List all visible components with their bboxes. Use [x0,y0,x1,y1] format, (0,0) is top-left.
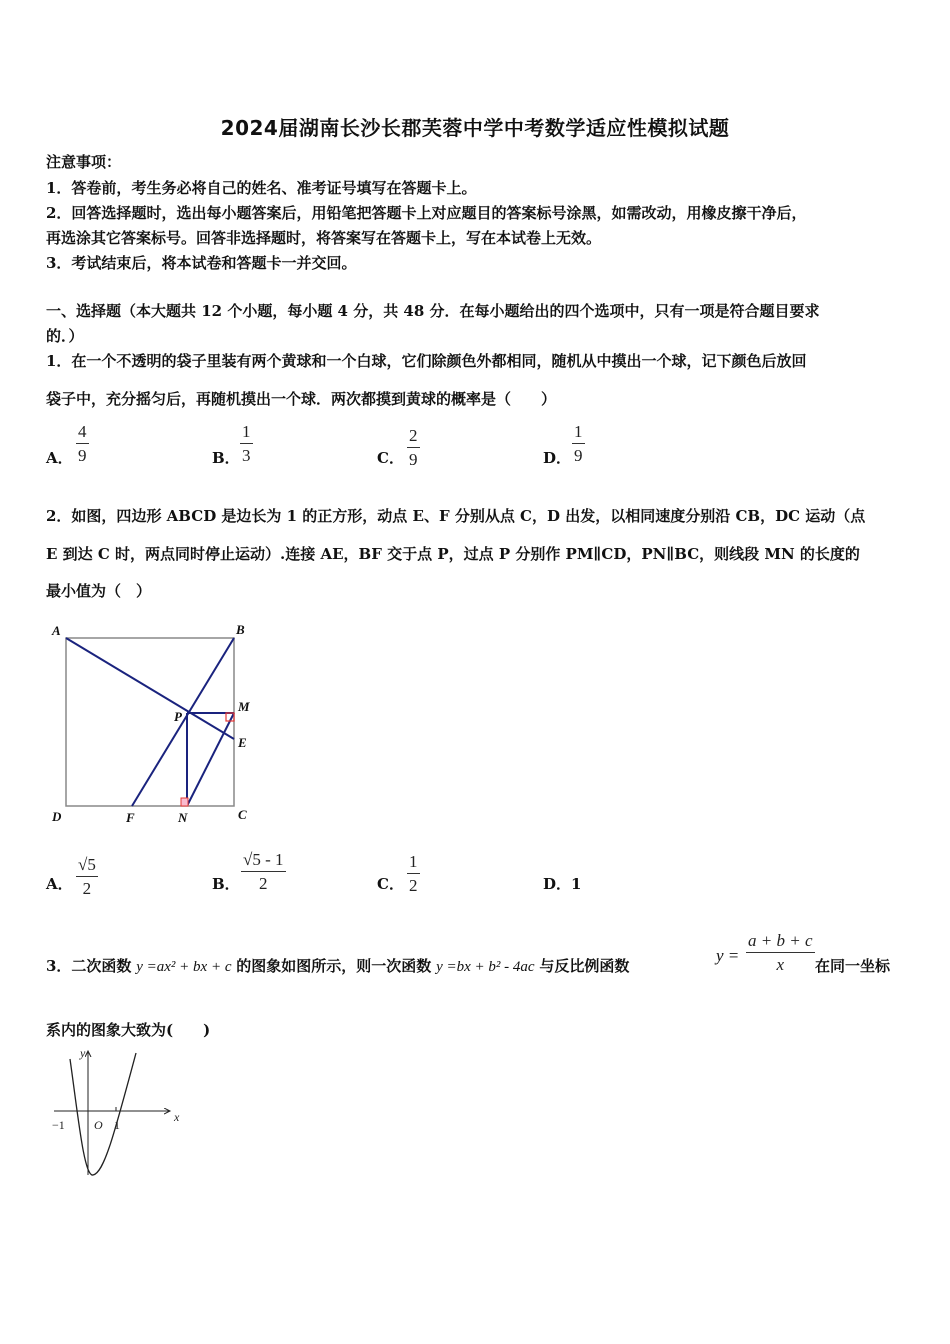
label-n: N [178,810,188,825]
section-header-cont: 的．） [46,327,84,345]
q2-option-b-label: B． [212,875,240,893]
right-angle-mark-n [181,798,188,806]
q2-option-a-fraction [76,856,98,898]
segment-mn [187,713,234,806]
q2-stem-line3: 最小值为（ ） [46,582,152,600]
parabola-curve [70,1053,136,1175]
q3-quadratic-formula: y =ax² + bx + c [136,959,232,975]
origin-label: O [94,1118,103,1132]
q3-suffix: 在同一坐标 [815,957,891,975]
fraction-denominator: 9 [574,446,583,465]
q2-option-a-label: A． [46,875,73,893]
parabola-graph [48,1045,198,1185]
fraction-numerator: 1 [574,422,583,441]
fraction-denominator: 2 [409,876,418,895]
x-axis-label: x [174,1110,180,1124]
label-p: P [174,709,182,724]
q1-option-c-label: C． [377,449,404,467]
q3-prefix: 3．二次函数 [46,957,132,975]
q2-option-c-fraction [407,853,420,895]
page-title: 2024届湖南长沙长郡芙蓉中学中考数学适应性模拟试题 [220,116,730,140]
q3-stem-line1 [46,956,629,977]
q1-option-b-label: B． [212,449,240,467]
q3-mid-text-1: 的图象如图所示，则一次函数 [236,957,432,975]
label-a: A [52,623,61,638]
label-b: B [236,622,245,637]
q2-option-c-label: C． [377,875,404,893]
q3-linear-formula: y =bx + b² - 4ac [436,959,535,975]
fraction-numerator: √5 - 1 [243,850,284,869]
label-m: M [238,699,250,714]
q1-stem-line1: 1．在一个不透明的袋子里装有两个黄球和一个白球，它们除颜色外都相同，随机从中摸出一个球，记下颜色后放回 [46,352,807,370]
fraction-numerator: 2 [409,426,418,445]
fraction-denominator: x [776,955,785,974]
fraction-denominator: 2 [82,879,92,898]
q1-option-b-fraction [240,423,253,465]
fraction-numerator: √5 [78,855,96,874]
notice-item-2-cont: 再选涂其它答案标号。回答非选择题时，将答案写在答题卡上，写在本试卷上无效。 [46,229,602,247]
fraction-numerator: 1 [409,852,418,871]
q1-stem-line2: 袋子中，充分摇匀后，再随机摸出一个球．两次都摸到黄球的概率是（ ） [46,390,557,408]
q1-option-d-label: D． [543,449,572,467]
notice-item-2: 2．回答选择题时，选出每小题答案后，用铅笔把答题卡上对应题目的答案标号涂黑，如需改动，用橡皮擦干净后， [46,204,807,222]
fraction-numerator: 1 [242,422,251,441]
label-d: D [52,809,62,824]
segment-bf [132,638,234,806]
label-c: C [238,807,247,822]
notice-heading: 注意事项： [46,153,122,171]
tick-label-one: 1 [114,1118,120,1132]
fraction-denominator: 3 [242,446,251,465]
tick-label-neg1: −1 [52,1118,65,1132]
q2-option-b-fraction [241,851,286,893]
q1-option-d-fraction [572,423,585,465]
q1-option-c-fraction [407,427,420,469]
notice-item-1: 1．答卷前，考生务必将自己的姓名、准考证号填写在答题卡上。 [46,179,477,197]
fraction-numerator: 4 [78,422,87,441]
square-geometry-figure [40,615,270,830]
q3-stem-line2: 系内的图象大致为( ) [46,1021,211,1039]
q2-stem-line1: 2．如图，四边形 ABCD 是边长为 1 的正方形，动点 E、F 分别从点 C，D 出发，以相同速度分别沿 CB，DC 运动（点 [46,507,866,525]
y-axis-label: y [80,1046,86,1060]
label-f: F [126,810,135,825]
section-header: 一、选择题（本大题共 12 个小题，每小题 4 分，共 48 分．在每小题给出的四个选项中，只有一项是符合题目要求 [46,302,820,320]
square-abcd [66,638,234,806]
label-e: E [238,735,247,750]
q1-option-a-label: A． [46,449,73,467]
q3-inverse-lhs: y = [716,946,740,965]
q3-inverse-fraction [746,932,815,974]
q1-option-a-fraction [76,423,89,465]
q2-stem-line2: E 到达 C 时，两点同时停止运动）.连接 AE，BF 交于点 P，过点 P 分别作 PM∥CD，PN∥BC，则线段 MN 的长度的 [46,545,860,563]
q3-mid-text-2: 与反比例函数 [539,957,630,975]
fraction-denominator: 9 [409,450,418,469]
notice-item-3: 3．考试结束后，将本试卷和答题卡一并交回。 [46,254,357,272]
q2-option-d-label: D．1 [543,875,582,893]
segment-ae [66,638,234,739]
fraction-denominator: 2 [259,874,268,893]
fraction-denominator: 9 [78,446,87,465]
fraction-numerator: a + b + c [748,931,813,950]
